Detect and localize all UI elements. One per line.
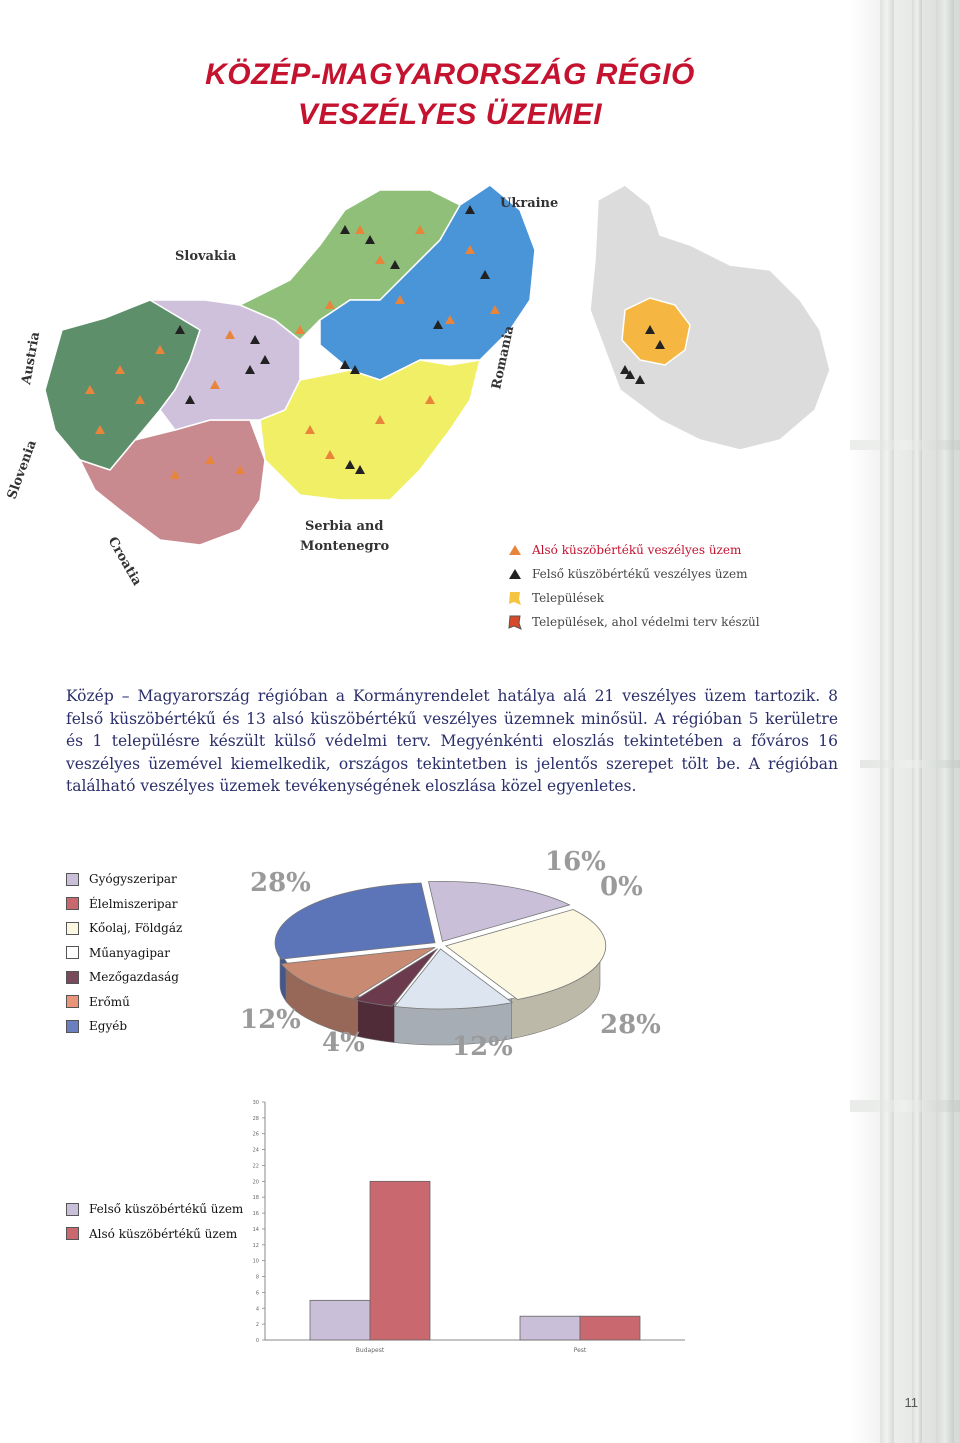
triangle-black-icon [508, 568, 522, 580]
y-tick-label: 26 [252, 1131, 259, 1138]
swatch [66, 946, 79, 959]
label-serbia: Serbia and [305, 519, 384, 534]
pie-legend-label: Műanyagipar [89, 945, 170, 960]
map-legend-label: Alsó küszöbértékű veszélyes üzem [532, 543, 742, 557]
map-legend-item [508, 562, 760, 586]
pie-label: 16% [545, 847, 606, 877]
y-tick-label: 22 [252, 1163, 259, 1170]
triangle-orange-icon [508, 544, 522, 556]
y-tick-label: 14 [252, 1226, 259, 1233]
pie-legend-item [66, 1014, 182, 1039]
map-legend-label: Felső küszöbértékű veszélyes üzem [532, 567, 748, 581]
swatch [66, 873, 79, 886]
map-legend-item [508, 610, 760, 634]
bar-legend-item [66, 1222, 243, 1247]
bar-legend-item [66, 1197, 243, 1222]
bar-als-k-sz-b-rt-k-zem [370, 1181, 430, 1340]
y-tick-label: 0 [255, 1338, 259, 1344]
page-title-line2: VESZÉLYES ÜZEMEI [297, 98, 603, 131]
label-austria: Austria [19, 330, 44, 386]
label-slovakia: Slovakia [175, 249, 237, 264]
main-map [45, 185, 535, 545]
pie-legend-item [66, 990, 182, 1015]
map-legend-item [508, 538, 760, 562]
bar-legend-label: Alsó küszöbértékű üzem [89, 1226, 238, 1241]
bar-fels-k-sz-b-rt-k-zem [310, 1300, 370, 1340]
bar-legend-label: Felső küszöbértékű üzem [89, 1202, 244, 1217]
pie-legend-label: Kőolaj, Földgáz [89, 921, 183, 936]
pie-legend-label: Erőmű [89, 994, 130, 1009]
y-tick-label: 20 [252, 1179, 259, 1186]
swatch [66, 922, 79, 935]
pie-label: 4% [322, 1028, 365, 1058]
pie-legend [66, 867, 182, 1039]
bar-chart [235, 1090, 695, 1360]
pie-legend-label: Élelmiszeripar [89, 896, 178, 911]
y-tick-label: 6 [255, 1290, 259, 1297]
label-croatia: Croatia [104, 534, 145, 589]
settlement-red-icon [508, 614, 522, 630]
map-legend-label: Települések [532, 591, 604, 605]
y-tick-label: 30 [252, 1100, 259, 1106]
map-legend [508, 538, 760, 634]
swatch [66, 897, 79, 910]
label-romania: Romania [489, 324, 518, 391]
settlement-yellow-icon [508, 590, 522, 606]
pie-label: 0% [600, 872, 643, 902]
y-tick-label: 10 [252, 1258, 259, 1265]
pie-label: 12% [240, 1005, 301, 1035]
y-tick-label: 12 [252, 1242, 259, 1249]
pie-legend-item [66, 941, 182, 966]
pie-label: 12% [452, 1032, 513, 1062]
swatch [66, 1020, 79, 1033]
swatch [66, 995, 79, 1008]
swatch [66, 971, 79, 984]
page-title-line1: KÖZÉP-MAGYARORSZÁG RÉGIÓ [205, 58, 695, 91]
label-montenegro: Montenegro [300, 539, 390, 554]
bar-fels-k-sz-b-rt-k-zem [520, 1316, 580, 1340]
y-tick-label: 24 [252, 1147, 259, 1154]
inset-map [590, 185, 830, 450]
body-paragraph: Közép – Magyarország régióban a Kormányrendelet hatálya alá 21 veszélyes üzem tartozik. 8 felső küszöbértékű és 13 alsó küszöbértékű veszélyes üzemnek minősül. A régióban 5 kerületre és 1 településre készült külső védelmi terv. Megyénkénti eloszlás tekintetében a főváros 16 veszélyes üzemével kiemelkedik, országos tekintetben is jelentős szerepet tölt be. A régióban található veszélyes üzemek tevékenységének eloszlása közel egyenletes. [66, 687, 838, 795]
pie-legend-item [66, 892, 182, 917]
x-tick-label: Pest [573, 1347, 587, 1354]
y-tick-label: 4 [255, 1306, 259, 1313]
hungary-map [0, 0, 960, 640]
pie-legend-label: Egyéb [89, 1019, 128, 1034]
pie-legend-item [66, 916, 182, 941]
y-tick-label: 28 [252, 1115, 259, 1122]
pie-chart [230, 845, 661, 1075]
pie-legend-item [66, 965, 182, 990]
map-legend-label: Települések, ahol védelmi terv készül [532, 615, 760, 629]
bar-als-k-sz-b-rt-k-zem [580, 1316, 640, 1340]
bar-legend [66, 1197, 243, 1246]
y-tick-label: 16 [252, 1211, 259, 1218]
pie-legend-item [66, 867, 182, 892]
pie-legend-label: Gyógyszeripar [89, 872, 177, 887]
map-legend-item [508, 586, 760, 610]
pie-label: 28% [600, 1010, 661, 1040]
y-tick-label: 2 [255, 1322, 259, 1329]
swatch [66, 1227, 79, 1240]
pie-label: 28% [250, 868, 311, 898]
label-ukraine: Ukraine [500, 196, 559, 211]
y-tick-label: 8 [255, 1274, 259, 1281]
label-slovenia: Slovenia [4, 438, 40, 502]
page-number: 11 [904, 1395, 918, 1410]
x-tick-label: Budapest [355, 1347, 385, 1354]
y-tick-label: 18 [252, 1195, 259, 1202]
swatch [66, 1203, 79, 1216]
pie-legend-label: Mezőgazdaság [89, 970, 179, 985]
